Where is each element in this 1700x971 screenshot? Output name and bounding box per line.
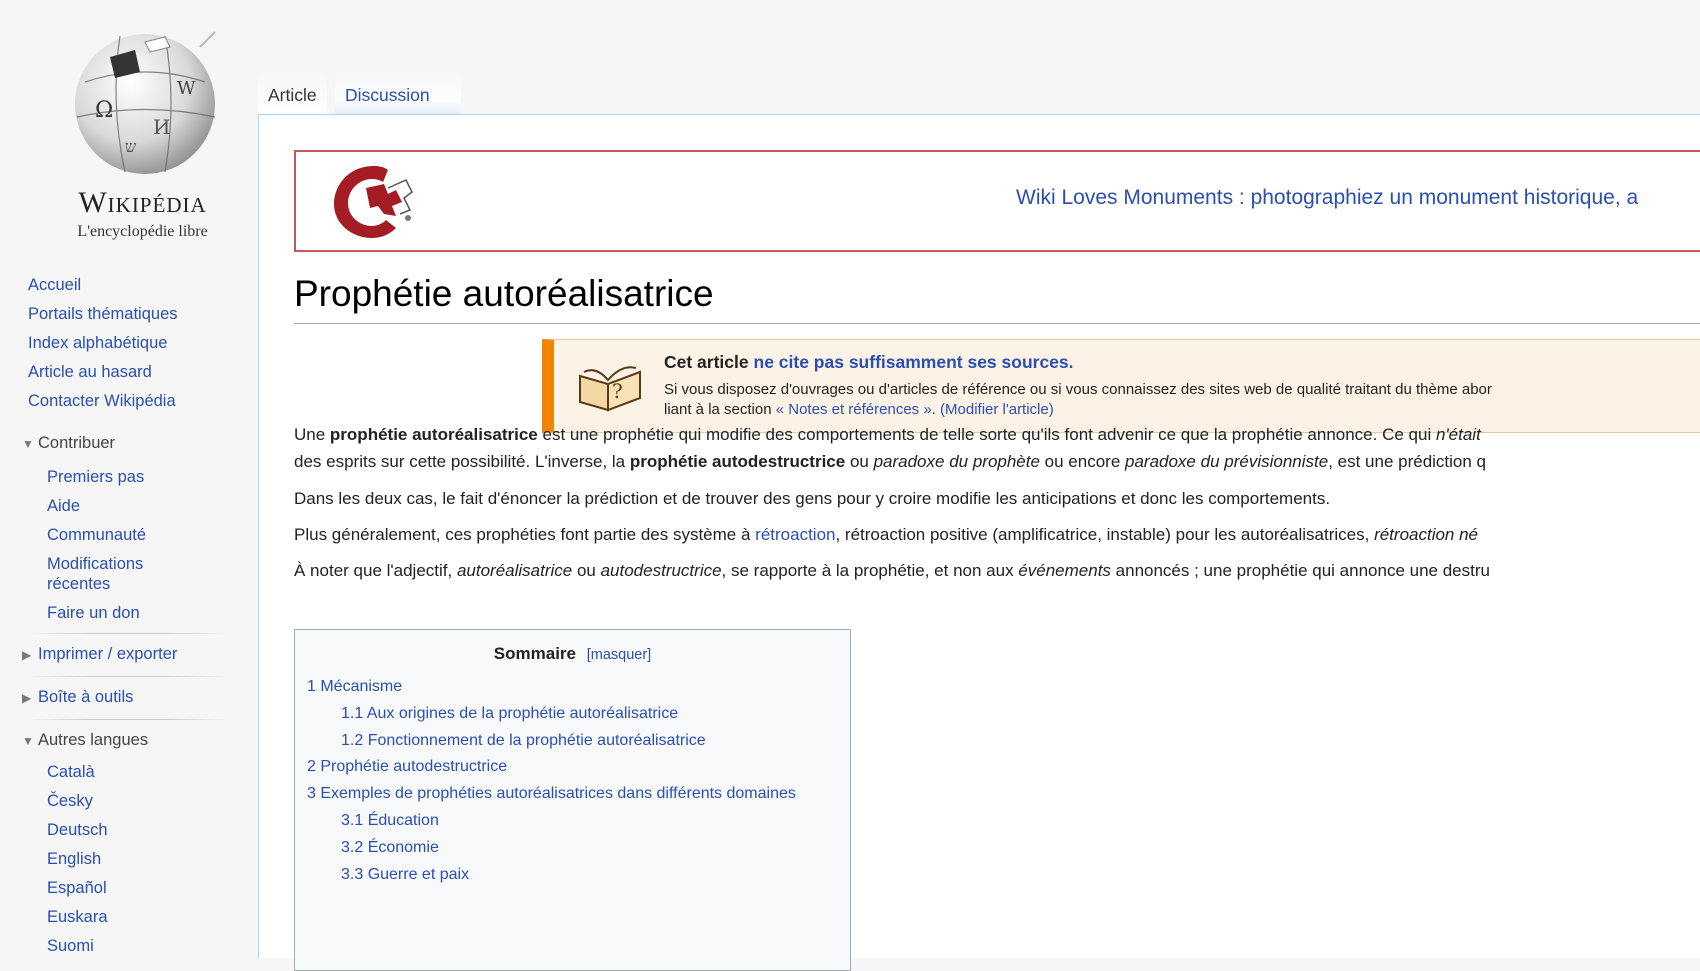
toc-list — [307, 674, 796, 888]
italic-term: rétroaction né — [1374, 525, 1479, 544]
svg-text:W: W — [177, 78, 196, 99]
ambox-line-2 — [664, 400, 1492, 420]
text-run: ou — [845, 452, 874, 471]
ambox-body — [664, 380, 1492, 420]
svg-text:Ω: Ω — [95, 98, 114, 123]
nav-link-contact[interactable]: Contacter Wikipédia — [28, 392, 176, 410]
sidebar-divider — [28, 633, 228, 634]
toc-link[interactable]: 2 Prophétie autodestructrice — [307, 758, 508, 776]
toc-item — [307, 754, 796, 781]
languages-list — [47, 758, 108, 961]
contribute-list — [47, 463, 187, 628]
bold-term: prophétie autodestructrice — [629, 452, 846, 471]
site-notice-banner — [294, 150, 1700, 252]
sidebar-divider — [28, 676, 228, 677]
language-link-espanol[interactable]: Español — [47, 879, 107, 897]
contribute-heading-label: Contribuer — [38, 434, 116, 452]
paragraph-line — [294, 421, 1486, 448]
languages-heading[interactable] — [22, 731, 148, 750]
triangle-down-icon: ▼ — [22, 734, 34, 748]
toc-item — [307, 862, 796, 889]
language-link-euskara[interactable]: Euskara — [47, 908, 108, 926]
paragraph-line — [294, 448, 1486, 475]
toolbox-label: Boîte à outils — [38, 688, 134, 706]
toolbox-heading[interactable] — [22, 688, 133, 707]
sidebar — [0, 0, 258, 957]
contribute-link-don[interactable]: Faire un don — [47, 604, 140, 622]
nav-link-portails[interactable]: Portails thématiques — [28, 305, 178, 323]
toc-link[interactable]: 3.2 Économie — [341, 838, 439, 856]
puzzle-globe-icon — [65, 22, 227, 177]
table-of-contents — [294, 629, 851, 971]
text-run: ou encore — [1039, 452, 1125, 471]
text-run: ou — [572, 561, 601, 580]
wiki-loves-monuments-icon — [326, 158, 421, 244]
italic-term: événements — [1018, 561, 1111, 580]
triangle-right-icon: ▶ — [22, 648, 32, 662]
text-run: , se rapporte à la prophétie, et non aux — [721, 561, 1019, 580]
toc-link[interactable]: 1 Mécanisme — [307, 678, 403, 695]
tab-discussion[interactable]: Discussion — [335, 70, 461, 114]
ambox-title — [664, 352, 1074, 373]
toc-item — [307, 701, 796, 728]
ambox-title-bold: Cet article — [664, 352, 749, 372]
print-export-label: Imprimer / exporter — [38, 645, 178, 663]
contribute-heading[interactable] — [22, 434, 115, 453]
tab-article[interactable]: Article — [258, 70, 327, 114]
wikipedia-wordmark: Wikipédia — [78, 186, 207, 219]
toc-header — [295, 644, 850, 664]
language-link-english[interactable]: English — [47, 850, 102, 868]
ambox-sources-link[interactable]: ne cite pas suffisamment ses sources. — [753, 352, 1074, 372]
article-content — [258, 114, 1700, 958]
ambox-line-1: Si vous disposez d'ouvrages ou d'articles de référence ou si vous connaissez des sites web de qualité traitant du thème abor — [664, 381, 1492, 398]
toc-item — [307, 808, 796, 835]
sidebar-divider — [28, 719, 228, 720]
language-link-deutsch[interactable]: Deutsch — [47, 821, 108, 839]
language-link-catala[interactable]: Català — [47, 763, 95, 781]
svg-text:И: И — [153, 115, 171, 139]
triangle-right-icon: ▶ — [22, 691, 32, 705]
svg-text:ש: ש — [125, 137, 137, 156]
italic-term: autoréalisatrice — [456, 561, 573, 580]
intro-paragraph-1 — [294, 421, 1486, 475]
contribute-link-premiers-pas[interactable]: Premiers pas — [47, 468, 145, 486]
text-run: des esprits sur cette possibilité. L'inverse, la — [294, 452, 630, 471]
italic-term: paradoxe du prophète — [873, 452, 1040, 471]
sources-warning-box — [542, 339, 1700, 433]
toc-title: Sommaire — [493, 644, 576, 663]
retroaction-link[interactable]: rétroaction — [755, 525, 836, 544]
contribute-link-modifications-recentes[interactable]: Modifications récentes — [47, 555, 144, 593]
text-run: À noter que l'adjectif, — [294, 561, 457, 580]
language-link-suomi[interactable]: Suomi — [47, 937, 94, 955]
title-underline — [294, 323, 1700, 324]
language-link-cesky[interactable]: Česky — [47, 792, 93, 810]
ambox-line-2-text: liant à la section — [664, 401, 772, 418]
italic-term: paradoxe du prévisionniste — [1125, 452, 1329, 471]
nav-link-accueil[interactable]: Accueil — [28, 276, 82, 294]
page-title: Prophétie autoréalisatrice — [294, 273, 714, 314]
book-icon — [574, 354, 646, 414]
main-navigation — [28, 271, 178, 416]
print-export-heading[interactable] — [22, 645, 177, 664]
toc-item — [307, 728, 796, 755]
toc-toggle-link[interactable]: [masquer] — [586, 647, 652, 663]
text-run: annoncés ; une prophétie qui annonce une destru — [1110, 561, 1490, 580]
toc-link[interactable]: 3 Exemples de prophéties autoréalisatrices dans différents domaines — [307, 785, 796, 803]
toc-item — [307, 781, 796, 808]
notes-references-link[interactable]: « Notes et références » — [775, 401, 932, 418]
languages-heading-label: Autres langues — [38, 731, 149, 749]
contribute-link-aide[interactable]: Aide — [47, 497, 81, 515]
svg-text:?: ? — [612, 379, 623, 403]
wikipedia-logo[interactable] — [20, 14, 240, 240]
intro-paragraph-3 — [294, 521, 1478, 548]
bold-term: prophétie autoréalisatrice — [329, 425, 538, 444]
text-run: Une — [294, 425, 330, 444]
text-run: Plus généralement, ces prophéties font partie des système à — [294, 525, 756, 544]
toc-item — [307, 674, 796, 701]
modify-article-link[interactable]: (Modifier l'article) — [940, 401, 1054, 418]
toc-link[interactable]: 3.1 Éducation — [341, 811, 439, 829]
nav-link-hasard[interactable]: Article au hasard — [28, 363, 152, 381]
contribute-link-communaute[interactable]: Communauté — [47, 526, 147, 544]
wikipedia-tagline: L'encyclopédie libre — [77, 223, 208, 240]
toc-link[interactable]: 3.3 Guerre et paix — [341, 865, 470, 883]
text-run: est une prophétie qui modifie des comportements de telle sorte qu'ils font advenir ce que la prophétie annonce. Ce qui — [537, 425, 1436, 444]
toc-link[interactable]: 1.2 Fonctionnement de la prophétie autoréalisatrice — [341, 731, 706, 749]
toc-item — [307, 835, 796, 862]
banner-link[interactable]: Wiki Loves Monuments : photographiez un monument historique, a — [1016, 186, 1639, 209]
ambox-line-2-end: . — [931, 401, 936, 418]
text-run: , est une prédiction q — [1328, 452, 1487, 471]
italic-term: n'était — [1435, 425, 1481, 444]
triangle-down-icon: ▼ — [22, 437, 34, 451]
intro-paragraph-4 — [294, 557, 1490, 584]
toc-link[interactable]: 1.1 Aux origines de la prophétie autoréalisatrice — [341, 704, 679, 722]
italic-term: autodestructrice — [600, 561, 722, 580]
intro-paragraph-2: Dans les deux cas, le fait d'énoncer la prédiction et de trouver des gens pour y croire modifie les anticipations et donc les comportements. — [294, 489, 1331, 508]
nav-link-index[interactable]: Index alphabétique — [28, 334, 168, 352]
text-run: , rétroaction positive (amplificatrice, instable) pour les autoréalisatrices, — [835, 525, 1375, 544]
